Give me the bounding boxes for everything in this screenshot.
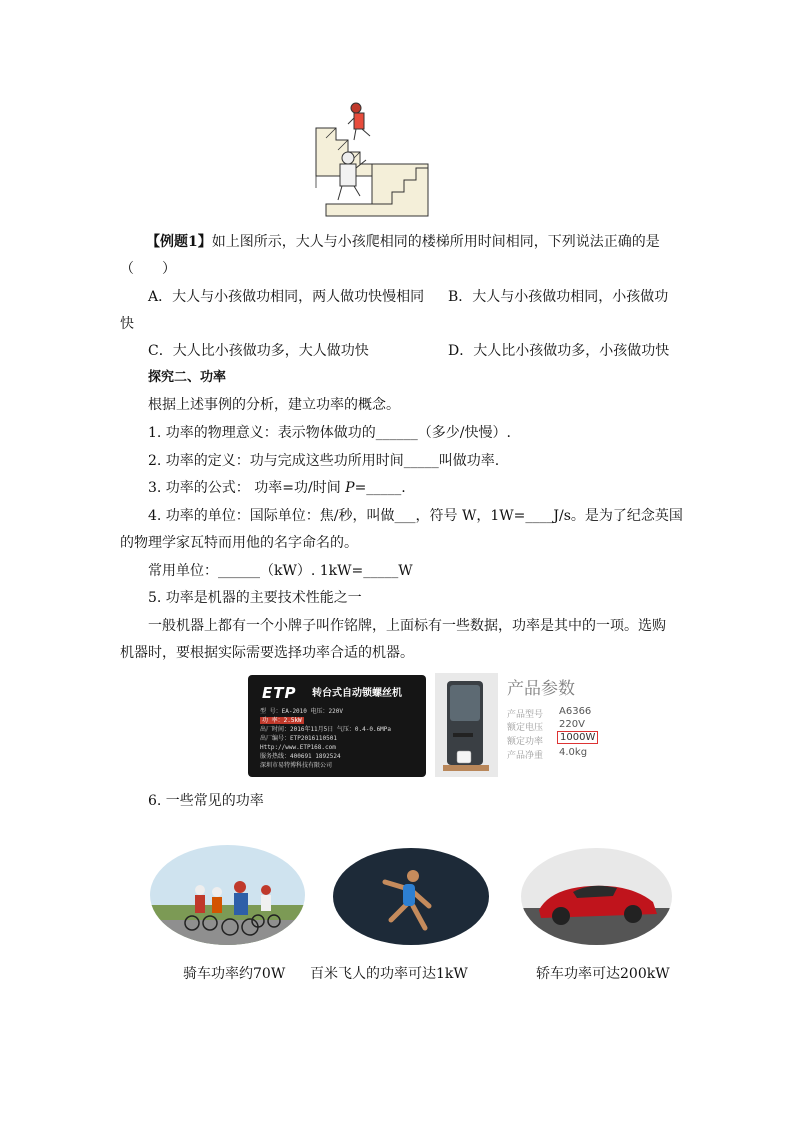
nameplate-paragraph: 一般机器上都有一个小牌子叫作铭牌，上面标有一些数据，功率是其中的一项。选购 (148, 618, 666, 634)
section-intro: 根据上述事例的分析，建立功率的概念。 (148, 397, 400, 413)
sprinter-photo (333, 848, 489, 945)
param-value: A6366 (559, 706, 592, 717)
sports-car-image (521, 848, 672, 945)
param-label: 产品型号 (507, 710, 544, 720)
parameters-heading: 产品参数 (507, 679, 575, 699)
item-6: 6. 一些常见的功率 (148, 793, 264, 809)
option-c: C．大人比小孩做功多，大人做功快 (148, 343, 369, 359)
machine-nameplate (248, 675, 426, 777)
etp-logo: ETP (262, 684, 297, 702)
cyclists-photo (150, 845, 305, 945)
item-3-text: 3. 功率的公式： 功率=功/时间 (148, 480, 346, 496)
example-label: 【例题1】 (146, 234, 212, 250)
nameplate-row: Http://www.ETP168.com (260, 744, 336, 751)
example-question (146, 232, 660, 252)
nameplate-title: 转台式自动锁螺丝机 (312, 688, 402, 699)
option-b-continuation: 快 (120, 316, 134, 332)
item-5: 5. 功率是机器的主要技术性能之一 (148, 590, 362, 606)
param-value-rated-power (557, 732, 598, 743)
sports-car-photo (521, 848, 672, 945)
nameplate-row: 出厂时间：2016年11月5日 气压：0.4-0.6MPa (260, 726, 392, 733)
caption-cycling: 骑车功率约70W (183, 966, 286, 982)
product-parameters (505, 672, 615, 772)
nameplate-rows (260, 707, 418, 770)
caption-car: 轿车功率可达200kW (536, 966, 670, 982)
example-text: 如上图所示，大人与小孩爬相同的楼梯所用时间相同，下列说法正确的是 (211, 234, 660, 250)
cyclists-image (150, 845, 305, 945)
nameplate-row: 型 号：EA-2010 电压：220V (260, 708, 343, 715)
param-value: 220V (559, 719, 585, 730)
item-2: 2. 功率的定义：功与完成这些功所用时间_____叫做功率. (148, 453, 500, 469)
common-units: 常用单位：______（kW）. 1kW=_____W (148, 563, 413, 579)
sprinter-image (333, 848, 489, 945)
nameplate-paragraph-continuation: 机器时，要根据实际需要选择功率合适的机器。 (120, 645, 414, 661)
option-d: D．大人比小孩做功多，小孩做功快 (448, 343, 670, 359)
option-a: A．大人与小孩做功相同，两人做功快慢相同 (148, 289, 425, 305)
item-3-blank: =_____. (354, 480, 406, 496)
item-3 (148, 478, 406, 498)
param-label: 额定功率 (507, 737, 544, 747)
param-label: 额定电压 (507, 723, 544, 733)
caption-sprinter: 百米飞人的功率可达1kW (310, 966, 468, 982)
item-3-symbol: P (345, 480, 355, 496)
section-heading: 探究二、功率 (148, 370, 227, 385)
water-dispenser-photo (435, 673, 498, 777)
param-label: 产品净重 (507, 751, 544, 761)
nameplate-row: 深圳市易特博科技有限公司 (260, 762, 333, 769)
option-b: B．大人与小孩做功相同，小孩做功 (448, 289, 669, 305)
nameplate-row: 出厂编号：ETP2016110501 (260, 735, 337, 742)
nameplate-row: 服务热线：400691 1892524 (260, 753, 341, 760)
nameplate-row-power (260, 716, 418, 725)
item-1: 1. 功率的物理意义：表示物体做功的______（多少/快慢）. (148, 425, 511, 441)
rated-power-box: 1000W (557, 731, 598, 744)
param-value: 4.0kg (559, 747, 588, 758)
item-4: 4. 功率的单位：国际单位：焦/秒，叫做___，符号 W，1W=____J/s。是为了纪念英国 (148, 508, 683, 524)
answer-blank: （ ） (120, 261, 176, 277)
stair-climbing-illustration (312, 98, 434, 218)
item-4-continuation: 的物理学家瓦特而用他的名字命名的。 (120, 535, 358, 551)
power-highlight: 功 率：2.5kW (262, 717, 302, 724)
